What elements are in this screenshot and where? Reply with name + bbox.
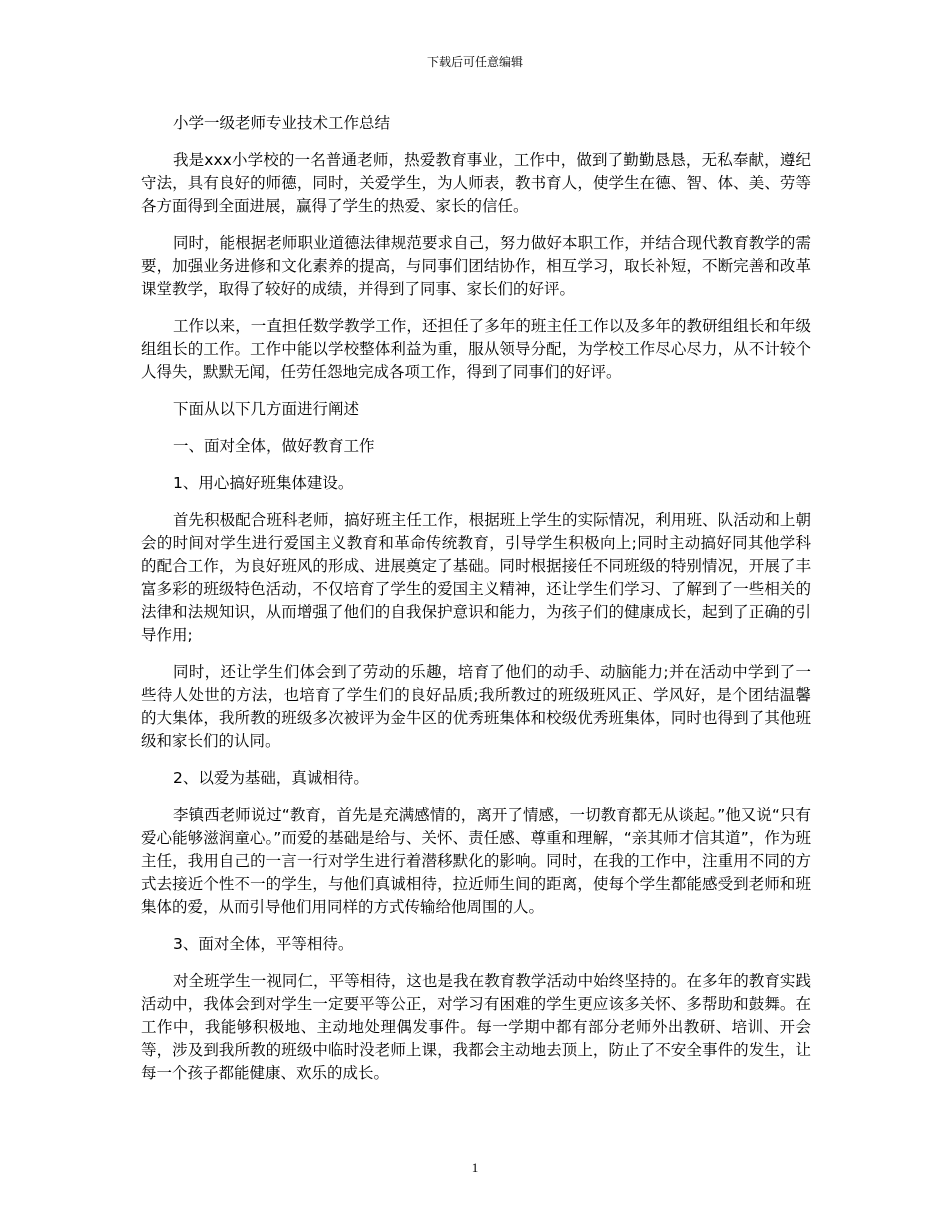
subheading-2: 2、以爱为基础，真诚相待。 (173, 769, 369, 787)
paragraph-intro: 我是xxx小学校的一名普通老师，热爱教育事业，工作中，做到了勤勤恳恳，无私奉献，遵纪守法，具有良好的师德，同时，关爱学生，为人师表，教书育人，使学生在德、智、体、美、劳等各方面得到全面进展，赢得了学生的热爱、家长的信任。 (141, 151, 811, 215)
page-number: 1 (471, 1160, 479, 1175)
paragraph-ethics: 同时，能根据老师职业道德法律规范要求自己，努力做好本职工作，并结合现代教育教学的需要，加强业务进修和文化素养的提高，与同事们团结协作，相互学习，取长补短，不断完善和改革课堂教学，取得了较好的成绩，并得到了同事、家长们的好评。 (141, 234, 811, 298)
paragraph-love: 李镇西老师说过“教育，首先是充满感情的，离开了情感，一切教育都无从谈起。”他又说“只有爱心能够滋润童心。”而爱的基础是给与、关怀、责任感、尊重和理解，“亲其师才信其道”，作为班主任，我用自己的一言一行对学生进行着潜移默化的影响。同时，在我的工作中，注重用不同的方式去接近个性不一的学生，与他们真诚相待，拉近师生间的距离，使每个学生都能感受到老师和班集体的爱，从而引导他们用同样的方式传输给他周围的人。 (141, 806, 811, 916)
document-title: 小学一级老师专业技术工作总结 (173, 114, 391, 132)
paragraph-outline-intro: 下面从以下几方面进行阐述 (173, 400, 360, 418)
paragraph-class-building: 首先积极配合班科老师，搞好班主任工作，根据班上学生的实际情况，利用班、队活动和上朝会的时间对学生进行爱国主义教育和革命传统教育，引导学生积极向上;同时主动搞好同其他学科的配合工作，为良好班风的形成、进展奠定了基础。同时根据接任不同班级的特别情况，开展了丰富多彩的班级特色活动，不仅培育了学生的爱国主义精神，还让学生们学习、了解到了一些相关的法律和法规知识，从而增强了他们的自我保护意识和能力，为孩子们的健康成长，起到了正确的引导作用; (141, 511, 811, 644)
document-body (141, 112, 811, 1099)
page-header: 下载后可任意编辑 (426, 55, 523, 69)
subheading-3: 3、面对全体，平等相待。 (173, 935, 354, 953)
subheading-1: 1、用心搞好班集体建设。 (173, 474, 354, 492)
paragraph-labor: 同时，还让学生们体会到了劳动的乐趣，培育了他们的动手、动脑能力;并在活动中学到了一些待人处世的方法，也培育了学生们的良好品质;我所教过的班级班风正、学风好，是个团结温馨的大集体，我所教的班级多次被评为金牛区的优秀班集体和校级优秀班集体，同时也得到了其他班级和家长们的认同。 (141, 663, 811, 750)
paragraph-work-history: 工作以来，一直担任数学教学工作，还担任了多年的班主任工作以及多年的教研组组长和年级组组长的工作。工作中能以学校整体利益为重，服从领导分配，为学校工作尽心尽力，从不计较个人得失，默默无闻，任劳任怨地完成各项工作，得到了同事们的好评。 (141, 317, 811, 381)
section-heading-1: 一、面对全体，做好教育工作 (173, 437, 375, 455)
paragraph-equality: 对全班学生一视同仁，平等相待，这也是我在教育教学活动中始终坚持的。在多年的教育实践活动中，我体会到对学生一定要平等公正，对学习有困难的学生更应该多关怀、多帮助和鼓舞。在工作中，我能够积极地、主动地处理偶发事件。每一学期中都有部分老师外出教研、培训、开会等，涉及到我所教的班级中临时没老师上课，我都会主动地去顶上，防止了不安全事件的发生，让每一个孩子都能健康、欢乐的成长。 (141, 972, 811, 1082)
